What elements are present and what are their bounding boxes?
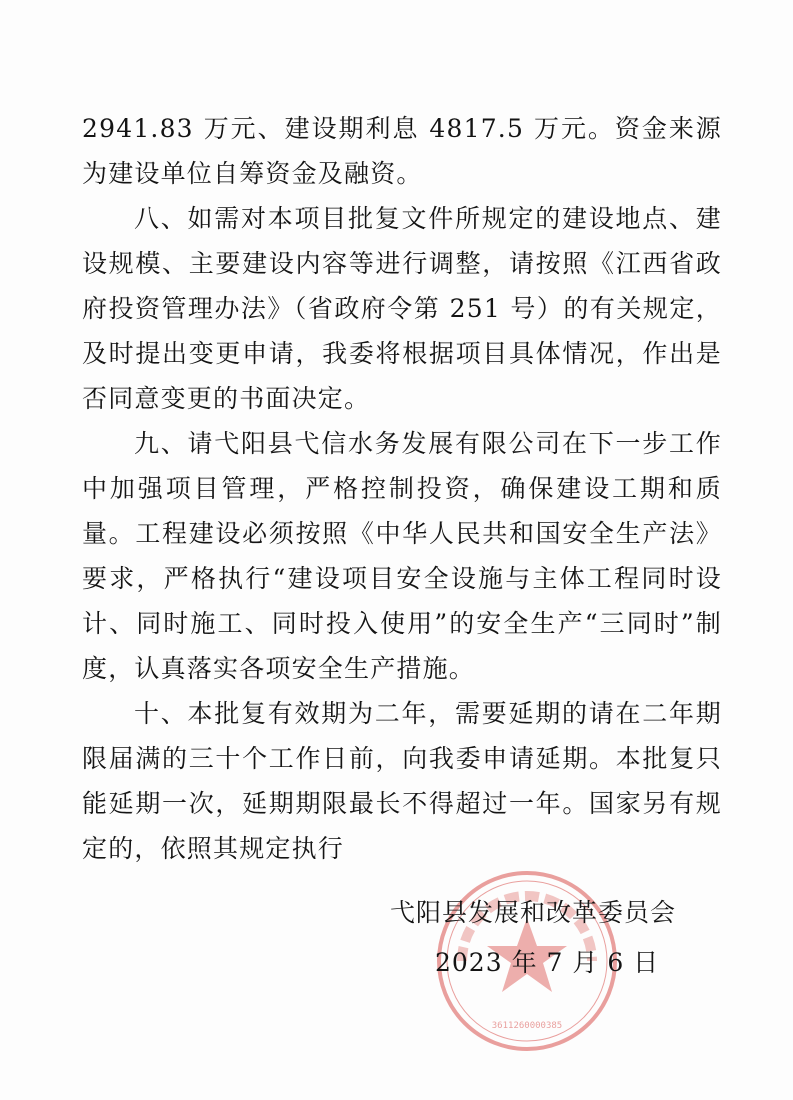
paragraph-nine: 九、请弋阳县弋信水务发展有限公司在下一步工作中加强项目管理，严格控制投资，确保建设工期和质量。工程建设必须按照《中华人民共和国安全生产法》要求，严格执行“建设项目安全设施与主体工程同时设计、同时施工、同时投入使用”的安全生产“三同时”制度，认真落实各项安全生产措施。 [82, 429, 722, 683]
paragraph-funding: 2941.83 万元、建设期利息 4817.5 万元。资金来源为建设单位自筹资金及融资。 [82, 114, 722, 188]
paragraph-eight: 八、如需对本项目批复文件所规定的建设地点、建设规模、主要建设内容等进行调整，请按照《江西省政府投资管理办法》（省政府令第 251 号）的有关规定，及时提出变更申请，我委将根据项目具体情况，作出是否同意变更的书面决定。 [82, 204, 722, 413]
paragraph-ten: 十、本批复有效期为二年，需要延期的请在二年期限届满的三十个工作日前，向我委申请延期。本批复只能延期一次，延期期限最长不得超过一年。国家另有规定的，依照其规定执行 [82, 699, 722, 863]
document-body [82, 106, 722, 871]
seal-number: 3611260000385 [491, 1021, 563, 1031]
issuing-organization: 弋阳县发展和改革委员会 [390, 898, 677, 927]
issue-date: 2023 年 7 月 6 日 [435, 948, 660, 977]
